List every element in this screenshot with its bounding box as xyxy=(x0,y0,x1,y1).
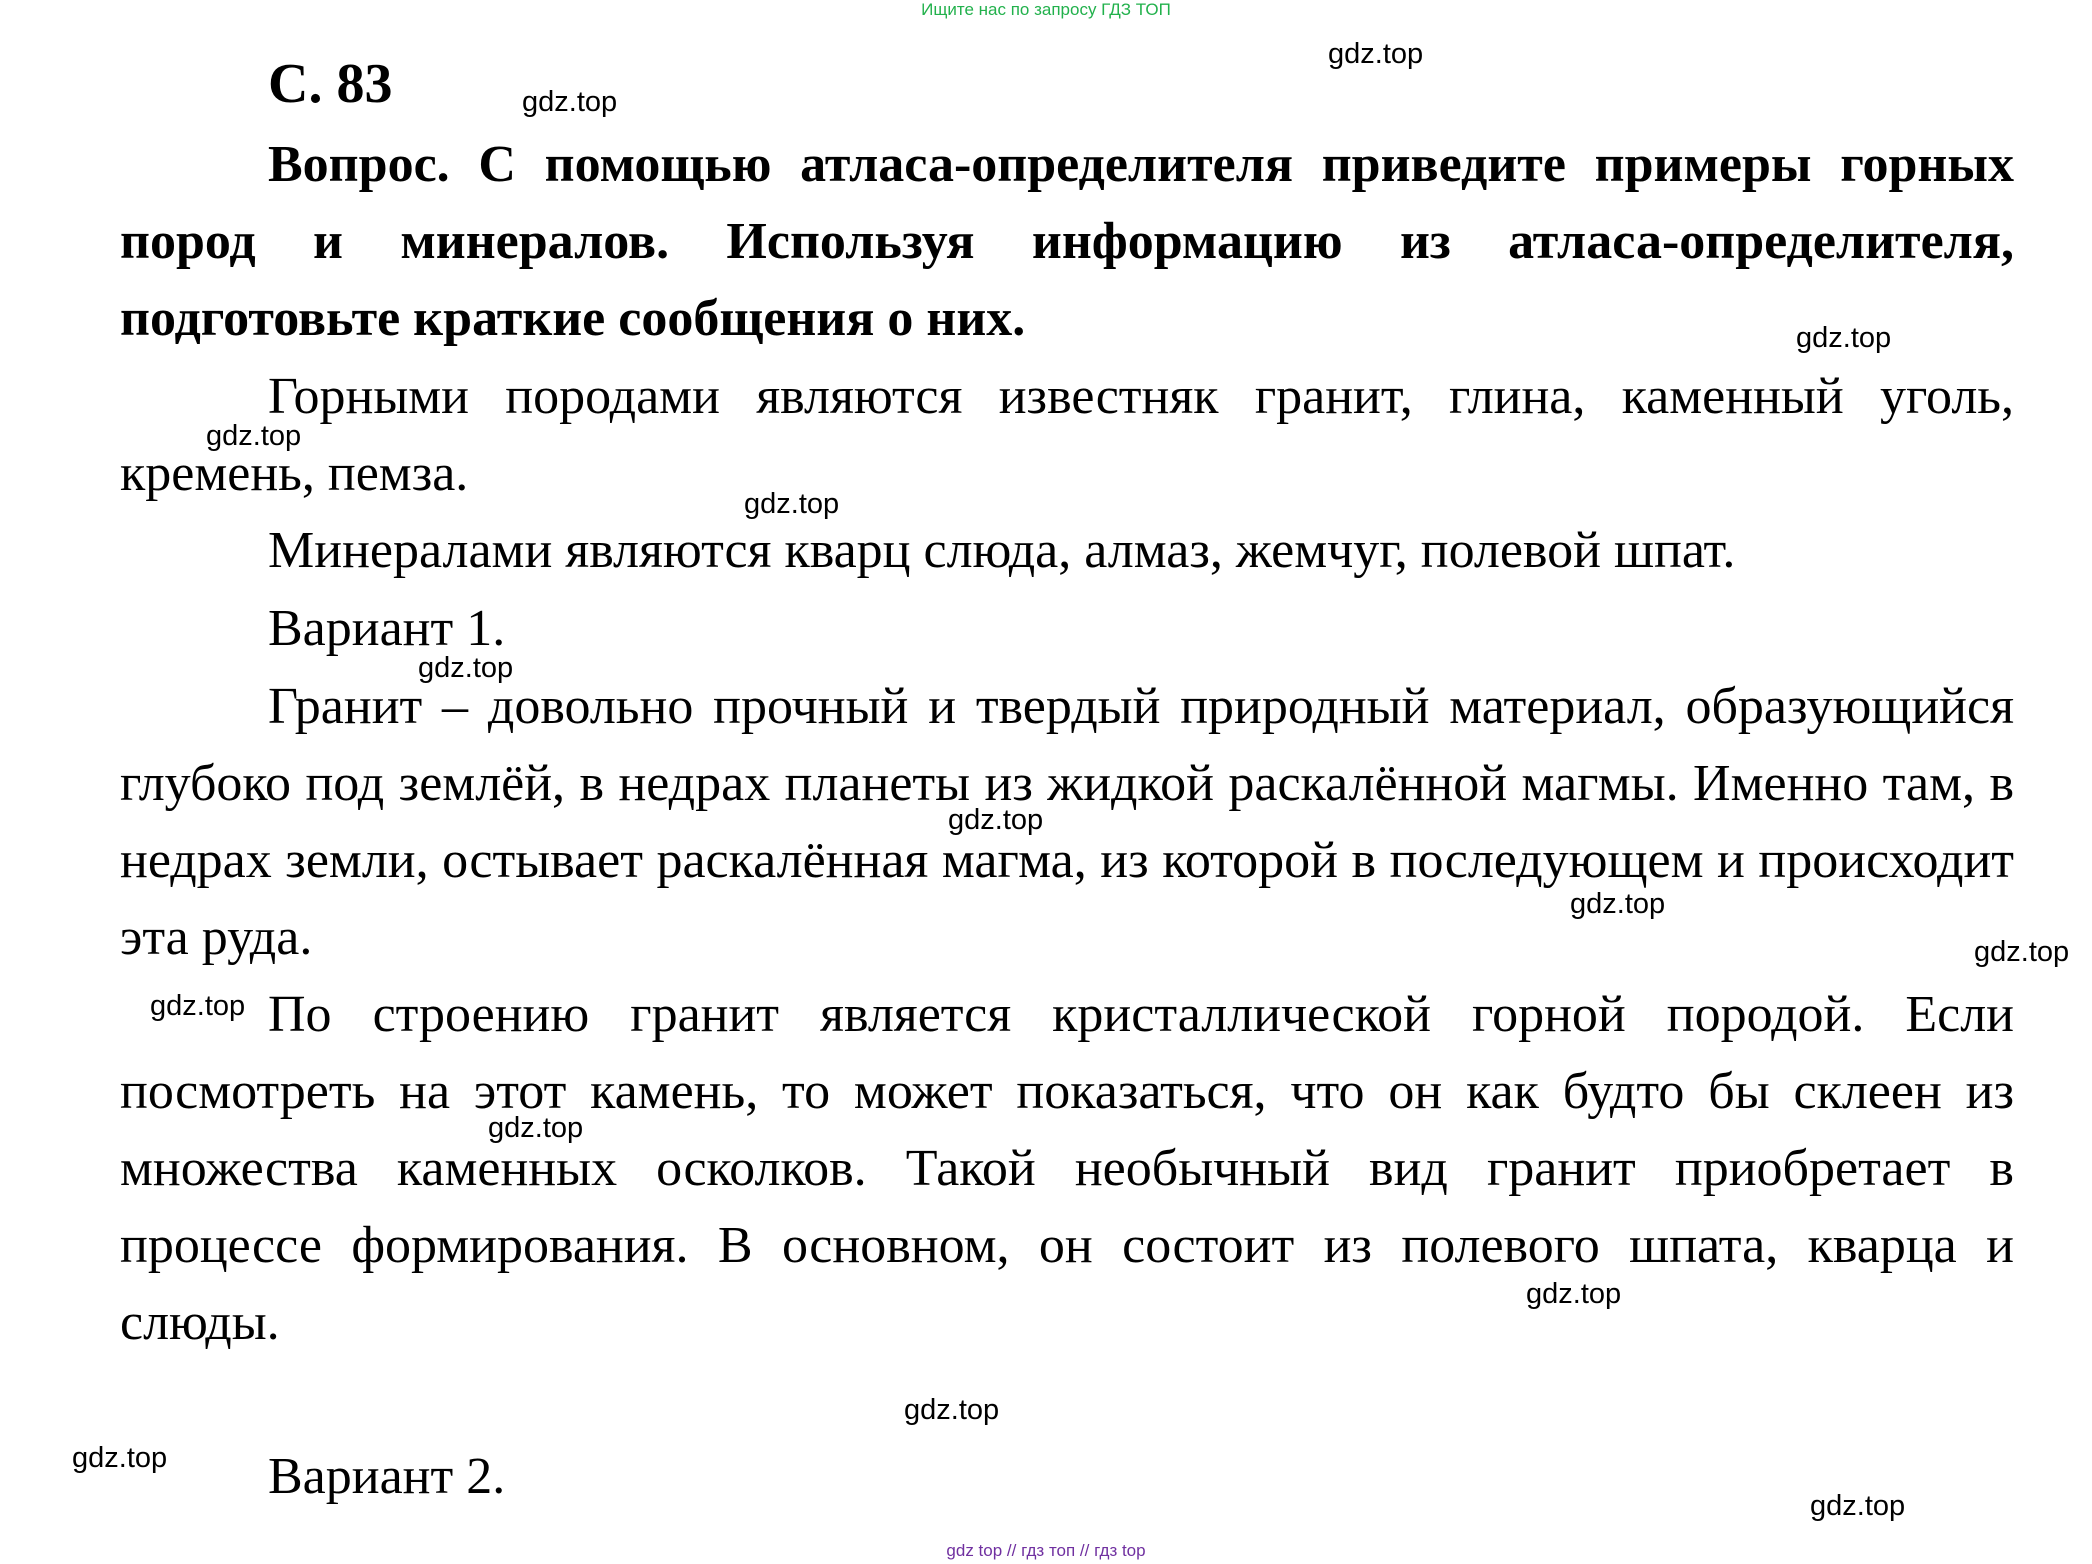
watermark: gdz.top xyxy=(1974,936,2070,968)
watermark: gdz.top xyxy=(150,990,246,1022)
paragraph-granite-origin: Гранит – довольно прочный и твердый природный материал, образующийся глубоко под землёй, в недрах планеты из жидкой раскалённой магмы. Именно там, в недрах земли, остывает раскалённая магма, из которой в последующем и происходит эта руда. xyxy=(120,678,2014,966)
footer-links: gdz top // гдз топ // гдз top xyxy=(946,1541,1146,1560)
paragraph-granite-structure: По строению гранит является кристаллической горной породой. Если посмотреть на этот камень, то может показаться, что он как будто бы склеен из множества каменных осколков. Такой необычный вид гранит приобретает в процессе формирования. В основном, он состоит из полевого шпата, кварца и слюды. xyxy=(120,986,2014,1351)
watermark: gdz.top xyxy=(1526,1278,1622,1310)
watermark: gdz.top xyxy=(1570,888,1666,920)
page-number: С. 83 xyxy=(268,53,393,115)
watermark: gdz.top xyxy=(1796,322,1892,354)
watermark: gdz.top xyxy=(488,1112,584,1144)
question-text: Вопрос. С помощью атласа-определителя приведите примеры горных пород и минералов. Используя информацию из атласа-определителя, подготовьте краткие сообщения о них. xyxy=(120,136,2014,347)
watermark: gdz.top xyxy=(418,652,514,684)
variant-2-heading: Вариант 2. xyxy=(268,1448,506,1505)
paragraph-rocks: Горными породами являются известняк гранит, глина, каменный уголь, кремень, пемза. xyxy=(120,368,2014,502)
watermark: gdz.top xyxy=(1810,1490,1906,1522)
paragraph-minerals: Минералами являются кварц слюда, алмаз, жемчуг, полевой шпат. xyxy=(268,522,1736,579)
top-banner: Ищите нас по запросу ГДЗ ТОП xyxy=(921,0,1171,19)
watermark: gdz.top xyxy=(206,420,302,452)
watermark: gdz.top xyxy=(72,1442,168,1474)
watermark: gdz.top xyxy=(904,1394,1000,1426)
watermark: gdz.top xyxy=(744,488,840,520)
watermark: gdz.top xyxy=(948,804,1044,836)
watermark: gdz.top xyxy=(522,86,618,118)
variant-1-heading: Вариант 1. xyxy=(268,600,506,657)
watermark: gdz.top xyxy=(1328,38,1424,70)
